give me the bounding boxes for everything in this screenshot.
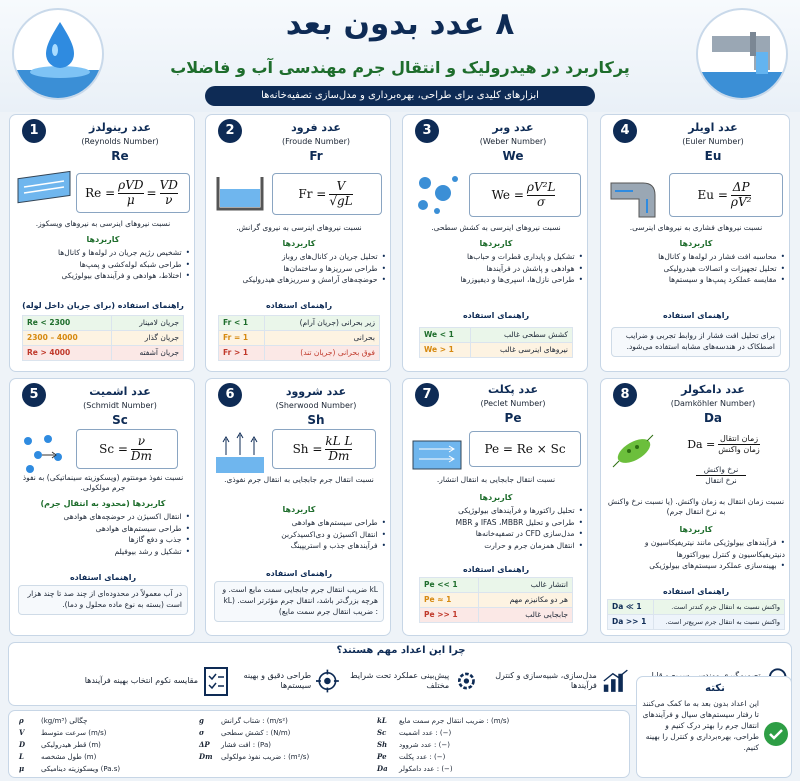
why-item xyxy=(229,659,339,703)
card-symbol: We xyxy=(502,149,524,163)
list-item: • طراحی سیستم‌های هوادهی xyxy=(212,517,386,529)
equals: = xyxy=(146,186,157,200)
regime-cell: فوق بحرانی (جریان تند) xyxy=(265,346,380,361)
table-row xyxy=(23,316,184,331)
legend-row xyxy=(377,763,627,775)
card-weber xyxy=(402,114,588,372)
card-title: عدد دامکولر xyxy=(681,383,745,396)
card-description: نسبت نیروهای اینرسی به کشش سطحی. xyxy=(431,223,561,232)
numerator: VD xyxy=(159,177,178,192)
card-title: عدد اشمیت xyxy=(89,385,151,398)
checklist-icon xyxy=(203,665,229,697)
legend-symbol: μ xyxy=(19,764,25,773)
list-item: • تحلیل تجهیزات و اتصالات هیدرولیکی xyxy=(607,263,785,275)
regime-cell: انتشار غالب xyxy=(479,578,573,593)
legend-symbol: Dm xyxy=(199,752,213,761)
legend-unit: (N/m) xyxy=(270,729,291,737)
list-item: • فرآیندهای جذب و استریپینگ xyxy=(212,540,386,552)
range-cell: Da >> 1 xyxy=(608,615,654,630)
list-item: • تشخیص رژیم جریان در لوله‌ها و کانال‌ها xyxy=(16,247,190,259)
regime-cell: کشش سطحی غالب xyxy=(471,328,573,343)
list-item: • مقایسه عملکرد پمپ‌ها و سیستم‌ها xyxy=(607,274,785,286)
formula-lhs: Re = xyxy=(85,186,116,200)
apps-heading: کاربردها xyxy=(282,239,316,248)
card-title-en: (Sherwood Number) xyxy=(275,401,357,410)
table-row xyxy=(219,346,380,361)
guide-heading: راهنمای استفاده xyxy=(69,573,137,582)
legend-symbol: kL xyxy=(377,716,387,725)
legend-symbol: σ xyxy=(199,728,205,737)
chart-growth-icon xyxy=(602,667,629,695)
guide-note: در آب معمولاً در محدوده‌ای از چند صد تا چند هزار است (بسته به نوع ماده محلول و دما). xyxy=(18,585,188,615)
apps-heading: کاربردها xyxy=(679,239,713,248)
numerator: ρV²L xyxy=(526,179,556,194)
apps-heading: کاربردها xyxy=(479,493,513,502)
regime-cell: جریان گذار xyxy=(111,331,183,346)
bubbles-icon xyxy=(411,171,463,217)
numerator: ΔP xyxy=(732,179,750,194)
card-title: عدد پکلت xyxy=(487,383,538,396)
denominator: نرخ انتقال xyxy=(705,475,737,485)
legend-row xyxy=(19,763,209,775)
guide-heading: راهنمای استفاده xyxy=(265,569,333,578)
list-item: • طراحی و تحلیل IFAS ،MBBR و MBR xyxy=(409,517,583,529)
guide-heading: راهنمای استفاده xyxy=(662,311,730,320)
legend-unit: (−) xyxy=(439,729,452,737)
card-number: 6 xyxy=(218,383,242,407)
damkohler-alt-formula xyxy=(681,465,761,486)
card-title-en: (Euler Number) xyxy=(682,137,744,146)
table-row xyxy=(420,328,573,343)
formula-lhs: Da = xyxy=(687,437,716,451)
card-title: عدد وبر xyxy=(492,121,534,134)
why-title: چرا این اعداد مهم هستند؟ xyxy=(336,645,466,656)
card-description: نسبت نیروهای اینرسی به نیروی گرانش. xyxy=(236,223,362,232)
card-title: عدد رینولدز xyxy=(88,121,151,134)
channel-icon xyxy=(214,171,266,215)
list-item: • طراحی سیستم‌های هوادهی xyxy=(16,523,190,535)
legend-unit: (−) xyxy=(438,741,450,749)
formula-lhs: We = xyxy=(491,188,524,202)
legend-unit: (Pa) xyxy=(257,741,271,749)
bacteria-icon xyxy=(609,429,659,473)
legend-row xyxy=(377,751,627,763)
regime-cell: نیروهای اینرسی غالب xyxy=(471,343,573,358)
card-reynolds xyxy=(9,114,195,372)
apps-heading: کاربردها (محدود به انتقال جرم) xyxy=(40,499,166,508)
check-circle-icon xyxy=(763,721,789,747)
denominator: Dm xyxy=(130,448,152,463)
legend-desc: شتاب گرانش : xyxy=(221,717,265,725)
legend-unit: (−) xyxy=(434,753,446,761)
why-item xyxy=(49,659,229,703)
list-item: • انتقال اکسیژن در حوضچه‌های هوادهی xyxy=(16,511,190,523)
card-title-en: (Weber Number) xyxy=(479,137,547,146)
legend-row xyxy=(199,715,374,727)
table-row xyxy=(420,593,573,608)
range-cell: Re > 4000 xyxy=(23,346,112,361)
card-number: 5 xyxy=(22,383,46,407)
apps-list xyxy=(16,247,190,282)
denominator: σ xyxy=(537,194,546,209)
molecules-icon xyxy=(18,431,70,475)
apps-list xyxy=(607,251,785,286)
table-row xyxy=(219,331,380,346)
card-froude xyxy=(205,114,391,372)
legend-unit: (m/s) xyxy=(88,729,107,737)
regime-cell: هر دو مکانیزم مهم xyxy=(479,593,573,608)
card-number: 3 xyxy=(415,119,439,143)
reactor-flow-icon xyxy=(409,431,465,473)
aeration-icon xyxy=(214,431,266,475)
guide-note: برای تحلیل افت فشار از روابط تجربی و ضرایب اصطکاک در هندسه‌های مشابه استفاده می‌شود. xyxy=(611,327,781,357)
legend-unit: (−) xyxy=(441,765,453,773)
table-row xyxy=(420,578,573,593)
denominator: Dm xyxy=(328,448,350,463)
numerator: نرخ واکنش xyxy=(703,465,739,474)
legend-symbol: D xyxy=(19,740,26,749)
guide-heading: راهنمای استفاده xyxy=(462,565,530,574)
legend-unit: (kg/m³) xyxy=(41,717,67,725)
regime-cell: جابجایی غالب xyxy=(479,608,573,623)
denominator: √gL xyxy=(329,193,353,208)
list-item: • طراحی شبکه لوله‌کشی و پمپ‌ها xyxy=(16,259,190,271)
guide-note: kL ضریب انتقال جرم جابجایی سمت مایع است. و هرچه بزرگ‌تر باشد، انتقال جرم مؤثرتر است. (kL : ضریب انتقال جرم سمت مایع) xyxy=(214,581,384,622)
card-number: 2 xyxy=(218,119,242,143)
card-description: نسبت انتقال جابجایی به انتقال انتشار. xyxy=(436,475,556,484)
card-title-en: (Schmidt Number) xyxy=(83,401,157,410)
regime-cell: واکنش نسبت به انتقال جرم سریع‌تر است. xyxy=(653,615,784,630)
apps-list xyxy=(409,505,583,552)
card-description: نسبت نیروهای اینرسی به نیروهای ویسکوز. xyxy=(35,219,171,228)
reynolds-formula xyxy=(76,173,190,213)
legend-row xyxy=(377,739,627,751)
pipe-flow-icon xyxy=(16,169,72,213)
card-title-en: (Froude Number) xyxy=(281,137,351,146)
schmidt-formula xyxy=(76,429,178,469)
guide-heading: راهنمای استفاده xyxy=(662,587,730,596)
pipe-bend-icon xyxy=(607,169,663,219)
legend-symbol: ρ xyxy=(19,716,24,725)
guide-table xyxy=(22,315,184,361)
card-symbol: Re xyxy=(111,149,129,163)
range-cell: Fr > 1 xyxy=(219,346,265,361)
apps-heading: کاربردها xyxy=(479,239,513,248)
why-item-text: طراحی دقیق و بهینه سیستم‌ها xyxy=(243,670,312,690)
table-row xyxy=(219,316,380,331)
legend-desc: چگالی xyxy=(69,717,88,725)
card-title: عدد فرود xyxy=(291,121,341,134)
legend-symbol: Sh xyxy=(377,740,388,749)
subtitle-pill: ابزارهای کلیدی برای طراحی، بهره‌برداری و مدل‌سازی تصفیه‌خانه‌ها xyxy=(205,86,595,106)
legend-desc: عدد شروود : xyxy=(399,741,437,749)
apps-heading: کاربردها xyxy=(679,525,713,534)
legend-desc: سرعت متوسط xyxy=(41,729,86,737)
legend-symbol: ΔP xyxy=(199,740,210,749)
formula-lhs: Sh = xyxy=(292,442,323,456)
tip-title: نکته xyxy=(705,683,725,694)
formula-lhs: Fr = xyxy=(298,187,327,201)
regime-cell: جریان آشفته xyxy=(111,346,183,361)
range-cell: Fr = 1 xyxy=(219,331,265,346)
list-item: • تشکیل و رشد بیوفیلم xyxy=(16,546,190,558)
legend-desc: عدد اشمیت : xyxy=(399,729,438,737)
range-cell: Pe << 1 xyxy=(420,578,479,593)
denominator: ρV² xyxy=(730,194,752,209)
why-item-text: پیش‌بینی عملکرد تحت شرایط مختلف xyxy=(350,670,450,690)
legend-desc: افت فشار : xyxy=(221,741,256,749)
card-description: نسبت زمان انتقال به زمان واکنش. (یا نسبت نرخ واکنش به نرخ انتقال جرم) xyxy=(607,497,785,517)
regime-cell: جریان لامینار xyxy=(111,316,183,331)
regime-cell: بحرانی xyxy=(265,331,380,346)
denominator: ν xyxy=(165,192,173,207)
range-cell: We < 1 xyxy=(420,328,471,343)
legend-desc: قطر هیدرولیکی xyxy=(41,741,87,749)
legend-desc: کشش سطحی : xyxy=(221,729,269,737)
legend-column xyxy=(377,715,627,775)
legend-row xyxy=(377,727,627,739)
denominator: μ xyxy=(126,192,135,207)
guide-heading: راهنمای استفاده (برای جریان داخل لوله) xyxy=(22,301,184,310)
table-row xyxy=(23,346,184,361)
legend-unit: (m) xyxy=(88,741,101,749)
card-peclet xyxy=(402,378,588,636)
card-damkohler xyxy=(600,378,790,636)
legend-row xyxy=(199,739,374,751)
list-item: • فرآیندهای بیولوژیکی مانند نیتریفیکاسیون و دنیتریفیکاسیون و کنترل بیوراکتورها xyxy=(607,537,785,560)
legend-desc: ضریب نفوذ مولکولی : xyxy=(221,753,286,761)
formula-lhs: Eu = xyxy=(697,188,728,202)
legend-desc: طول مشخصه xyxy=(41,753,82,761)
legend-row xyxy=(19,739,209,751)
legend-desc: عدد دامکولر : xyxy=(399,765,440,773)
legend-unit: (Pa.s) xyxy=(100,765,121,773)
table-row xyxy=(420,608,573,623)
legend-symbol: Pe xyxy=(377,752,387,761)
range-cell: Fr < 1 xyxy=(219,316,265,331)
peclet-formula xyxy=(469,431,581,467)
range-cell: Pe >> 1 xyxy=(420,608,479,623)
symbols-legend xyxy=(8,710,630,778)
table-row xyxy=(23,331,184,346)
range-cell: Pe ≈ 1 xyxy=(420,593,479,608)
range-cell: Re < 2300 xyxy=(23,316,112,331)
legend-row xyxy=(19,751,209,763)
guide-table xyxy=(218,315,380,361)
card-number: 1 xyxy=(22,119,46,143)
legend-symbol: Sc xyxy=(377,728,387,737)
card-symbol: Sh xyxy=(307,413,325,427)
apps-list xyxy=(607,537,785,572)
legend-column xyxy=(199,715,374,763)
card-number: 7 xyxy=(415,383,439,407)
legend-row xyxy=(199,727,374,739)
table-row xyxy=(608,600,785,615)
legend-row xyxy=(199,751,374,763)
table-row xyxy=(608,615,785,630)
page-subtitle: پرکاربرد در هیدرولیک و انتقال جرم مهندسی آب و فاضلاب xyxy=(170,58,630,77)
numerator: kL L xyxy=(325,433,353,448)
card-number: 8 xyxy=(613,383,637,407)
gear-icon xyxy=(454,667,479,695)
card-title: عدد اویلر xyxy=(688,121,738,134)
why-item-text: مدل‌سازی، شبیه‌سازی و کنترل فرآیندها xyxy=(495,670,597,690)
card-description: نسبت انتقال جرم جابجایی به انتقال جرم نفوذی. xyxy=(224,475,374,484)
legend-row xyxy=(377,715,627,727)
legend-row xyxy=(19,727,209,739)
card-sherwood xyxy=(205,378,391,636)
legend-symbol: V xyxy=(19,728,25,737)
numerator: ρVD xyxy=(118,177,144,192)
numerator: زمان انتقال xyxy=(719,434,759,444)
legend-desc: عدد پکلت : xyxy=(399,753,432,761)
list-item: • طراحی نازل‌ها، اسپری‌ها و دیفیوزرها xyxy=(409,274,583,286)
regime-cell: واکنش نسبت به انتقال جرم کندتر است. xyxy=(653,600,784,615)
weber-formula xyxy=(469,173,581,217)
list-item: • مدل‌سازی CFD در تصفیه‌خانه‌ها xyxy=(409,528,583,540)
legend-unit: (m/s²) xyxy=(266,717,288,725)
list-item: • تشکیل و پایداری قطرات و حباب‌ها xyxy=(409,251,583,263)
range-cell: 2300 – 4000 xyxy=(23,331,112,346)
list-item: • انتقال همزمان جرم و حرارت xyxy=(409,540,583,552)
card-symbol: Eu xyxy=(704,149,722,163)
numerator: V xyxy=(336,178,346,193)
card-euler xyxy=(600,114,790,372)
apps-heading: کاربردها xyxy=(282,505,316,514)
range-cell: We > 1 xyxy=(420,343,471,358)
froude-formula xyxy=(272,173,382,215)
guide-heading: راهنمای استفاده xyxy=(265,301,333,310)
damkohler-formula xyxy=(663,427,787,461)
guide-table xyxy=(419,327,573,358)
range-cell: Da ≪ 1 xyxy=(608,600,654,615)
pipe-illustration xyxy=(696,8,788,100)
why-item-text: مقایسه نکوم انتخاب بهینه فرآیندها xyxy=(84,675,198,685)
card-title-en: (Reynolds Number) xyxy=(81,137,159,146)
legend-symbol: L xyxy=(19,752,24,761)
apps-list xyxy=(409,251,583,286)
card-description: نسبت نیروهای فشاری به نیروهای اینرسی. xyxy=(629,223,763,232)
legend-unit: (m/s) xyxy=(491,717,510,725)
list-item: • هوادهی و پاشش در فرآیندها xyxy=(409,263,583,275)
card-symbol: Fr xyxy=(309,149,323,163)
card-number: 4 xyxy=(613,119,637,143)
target-icon xyxy=(316,667,339,695)
apps-list xyxy=(212,517,386,552)
page-title: ۸ عدد بدون بعد xyxy=(285,6,515,42)
guide-table xyxy=(419,577,573,623)
formula-lhs: Sc = xyxy=(99,442,128,456)
sherwood-formula xyxy=(272,429,376,469)
apps-list xyxy=(16,511,190,558)
legend-desc: ویسکوزیته دینامیکی xyxy=(41,765,99,773)
list-item: • حوضچه‌های آرامش و سرریزهای هیدرولیکی xyxy=(212,274,386,286)
list-item: • محاسبه افت فشار در لوله‌ها و کانال‌ها xyxy=(607,251,785,263)
legend-unit: (m²/s) xyxy=(288,753,310,761)
table-row xyxy=(420,343,573,358)
card-symbol: Sc xyxy=(112,413,128,427)
why-item xyxy=(479,659,629,703)
card-symbol: Pe xyxy=(504,411,522,425)
list-item: • اختلاط، هوادهی و فرآیندهای بیولوژیکی xyxy=(16,270,190,282)
legend-column xyxy=(19,715,209,775)
list-item: • تحلیل راکتورها و فرآیندهای بیولوژیکی xyxy=(409,505,583,517)
regime-cell: زیر بحرانی (جریان آرام) xyxy=(265,316,380,331)
list-item: • بهینه‌سازی عملکرد سیستم‌های بیولوژیکی xyxy=(607,560,785,572)
formula-text: Pe = Re × Sc xyxy=(484,442,566,456)
card-title-en: (Damköhler Number) xyxy=(670,399,756,408)
why-item xyxy=(339,659,479,703)
numerator: ν xyxy=(137,433,146,448)
list-item: • انتقال اکسیژن و دی‌اکسیدکربن xyxy=(212,529,386,541)
tip-box xyxy=(636,676,792,778)
legend-unit: (m) xyxy=(84,753,97,761)
legend-symbol: Da xyxy=(377,764,388,773)
legend-desc: ضریب انتقال جرم سمت مایع : xyxy=(399,717,489,725)
header xyxy=(0,0,800,112)
water-drop-illustration xyxy=(12,8,104,100)
card-title: عدد شروود xyxy=(285,385,347,398)
guide-table xyxy=(607,599,785,630)
euler-formula xyxy=(669,173,783,217)
legend-row xyxy=(19,715,209,727)
guide-heading: راهنمای استفاده xyxy=(462,311,530,320)
tip-text: این اعداد بدون بعد به ما کمک می‌کنند تا رفتار سیستم‌های سیال و فرآیندهای انتقال جرم را بهتر درک کنیم و طراحی، بهره‌برداری و کنترل را بهینه کنیم. xyxy=(642,699,759,752)
list-item: • طراحی سرریزها و ساختمان‌ها xyxy=(212,263,386,275)
legend-symbol: g xyxy=(199,716,204,725)
card-title-en: (Peclet Number) xyxy=(480,399,546,408)
apps-heading: کاربردها xyxy=(86,235,120,244)
list-item: • تحلیل جریان در کانال‌های روباز xyxy=(212,251,386,263)
card-description: نسبت نفوذ مومنتوم (ویسکوزیته سینماتیکی) به نفوذ جرم مولکولی. xyxy=(22,473,184,493)
card-symbol: Da xyxy=(703,411,723,425)
apps-list xyxy=(212,251,386,286)
card-schmidt xyxy=(9,378,195,636)
list-item: • جذب و دفع گازها xyxy=(16,534,190,546)
denominator: زمان واکنش xyxy=(718,444,760,454)
